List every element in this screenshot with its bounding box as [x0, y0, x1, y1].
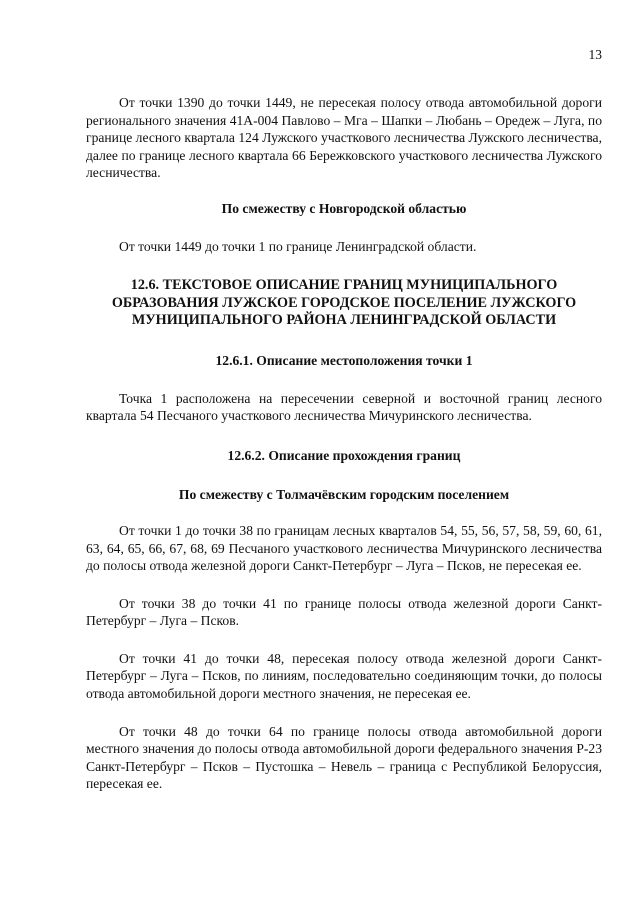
- page-number: 13: [588, 47, 602, 62]
- heading-novgorod-border: По смежеству с Новгородской областью: [221, 200, 467, 216]
- section-title-12-6: 12.6. ТЕКСТОВОЕ ОПИСАНИЕ ГРАНИЦ МУНИЦИПАЛЬНОГО ОБРАЗОВАНИЯ ЛУЖСКОЕ ГОРОДСКОЕ ПОСЕЛЕНИЕ ЛУЖСКОГО МУНИЦИПАЛЬНОГО РАЙОНА ЛЕНИНГРАДСКОЙ ОБЛАСТИ: [111, 277, 577, 329]
- paragraph-boundary-38-41: От точки 38 до точки 41 по границе полосы отвода железной дороги Санкт-Петербург – Луга – Псков.: [86, 595, 602, 629]
- heading-tolmachevo-border: По смежеству с Толмачёвским городским поселением: [178, 487, 510, 503]
- paragraph-boundary-41-48: От точки 41 до точки 48, пересекая полосу отвода железной дороги Санкт-Петербург – Луга – Псков, по линиям, последовательно соединяющим точки, до полосы отвода автомобильной дороги местного значения, не пересекая ее.: [86, 650, 602, 702]
- paragraph-boundary-1449-1: От точки 1449 до точки 1 по границе Ленинградской области.: [119, 238, 477, 254]
- document-body: [86, 94, 602, 793]
- paragraph-boundary-1-38: От точки 1 до точки 38 по границам лесных кварталов 54, 55, 56, 57, 58, 59, 60, 61, 63, 64, 65, 66, 67, 68, 69 Песчаного участкового лесничества Мичуринского лесничества до полосы отвода железной дороги Санкт-Петербург – Луга – Псков, не пересекая ее.: [86, 522, 602, 574]
- heading-12-6-1: 12.6.1. Описание местоположения точки 1: [215, 352, 473, 368]
- paragraph-boundary-1390-1449: От точки 1390 до точки 1449, не пересекая полосу отвода автомобильной дороги регионального значения 41А-004 Павлово – Мга – Шапки – Любань – Оредеж – Луга, по границе лесного квартала 124 Лужского участкового лесничества Лужского лесничества, далее по границе лесного квартала 66 Бережковского участкового лесничества Лужского лесничества.: [86, 95, 602, 181]
- paragraph-boundary-48-64: От точки 48 до точки 64 по границе полосы отвода автомобильной дороги местного значения до полосы отвода автомобильной дороги федерального значения Р-23 Санкт-Петербург – Псков – Пустошка – Невель – граница с Республикой Белоруссия, пересекая ее.: [86, 723, 603, 792]
- paragraph-point-1-location: Точка 1 расположена на пересечении северной и восточной границ лесного квартала 54 Песчаного участкового лесничества Мичуринского лесничества.: [86, 390, 602, 424]
- heading-12-6-2: 12.6.2. Описание прохождения границ: [227, 447, 461, 463]
